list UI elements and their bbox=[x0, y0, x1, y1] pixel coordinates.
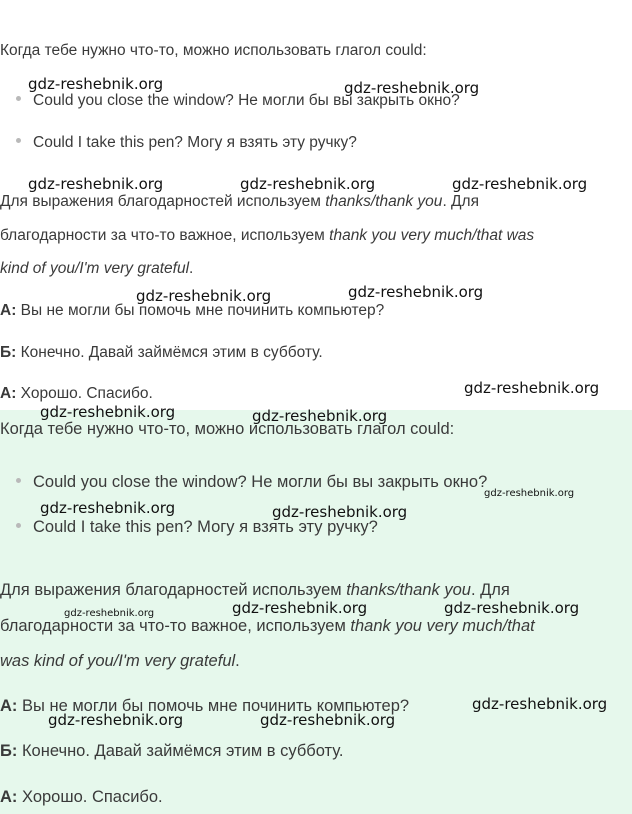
watermark-text: gdz-reshebnik.org bbox=[252, 407, 388, 425]
intro-text: Когда тебе нужно что-то, можно использовать глагол could: bbox=[0, 420, 455, 438]
dialog-line: А: Хорошо. Спасибо. bbox=[0, 385, 153, 402]
watermark-text: gdz-reshebnik.org bbox=[484, 488, 575, 499]
watermark-text: gdz-reshebnik.org bbox=[464, 379, 600, 397]
watermark-text: gdz-reshebnik.org bbox=[272, 503, 408, 521]
watermark-text: gdz-reshebnik.org bbox=[240, 175, 376, 193]
watermark-text: gdz-reshebnik.org bbox=[64, 608, 155, 619]
dialog-line: Б: Конечно. Давай займёмся этим в субботу. bbox=[0, 344, 323, 361]
watermark-text: gdz-reshebnik.org bbox=[444, 599, 580, 617]
thanks-paragraph-line: kind of you/I'm very grateful. bbox=[0, 260, 194, 277]
bullet-dot-icon bbox=[16, 523, 21, 528]
list-item bbox=[16, 473, 487, 492]
thanks-paragraph-line: благодарности за что-то важное, используем thank you very much/that was bbox=[0, 227, 535, 244]
watermark-text: gdz-reshebnik.org bbox=[48, 711, 184, 729]
bullet-text: Could I take this pen? Могу я взять эту ручку? bbox=[33, 518, 378, 536]
watermark-text: gdz-reshebnik.org bbox=[452, 175, 588, 193]
watermark-text: gdz-reshebnik.org bbox=[136, 287, 272, 305]
watermark-text: gdz-reshebnik.org bbox=[40, 499, 176, 517]
thanks-paragraph-line: благодарности за что-то важное, используем thank you very much/that bbox=[0, 617, 535, 635]
watermark-text: gdz-reshebnik.org bbox=[28, 175, 164, 193]
bullet-text: Could you close the window? Не могли бы вы закрыть окно? bbox=[33, 92, 460, 109]
dialog-line: А: Вы не могли бы помочь мне починить компьютер? bbox=[0, 697, 410, 715]
bullet-text: Could I take this pen? Могу я взять эту ручку? bbox=[33, 134, 357, 151]
intro-text: Когда тебе нужно что-то, можно использовать глагол could: bbox=[0, 42, 427, 59]
list-item bbox=[16, 134, 357, 152]
dialog-line: А: Вы не могли бы помочь мне починить компьютер? bbox=[0, 302, 385, 319]
watermark-text: gdz-reshebnik.org bbox=[232, 599, 368, 617]
watermark-text: gdz-reshebnik.org bbox=[472, 695, 608, 713]
dialog-line: А: Хорошо. Спасибо. bbox=[0, 788, 163, 806]
watermark-text: gdz-reshebnik.org bbox=[28, 75, 164, 93]
bullet-text: Could you close the window? Не могли бы вы закрыть окно? bbox=[33, 473, 488, 491]
watermark-text: gdz-reshebnik.org bbox=[344, 79, 480, 97]
thanks-paragraph-line: Для выражения благодарностей используем thanks/thank you. Для bbox=[0, 193, 479, 210]
watermark-text: gdz-reshebnik.org bbox=[40, 403, 176, 421]
thanks-paragraph-line: was kind of you/I'm very grateful. bbox=[0, 652, 240, 670]
watermark-text: gdz-reshebnik.org bbox=[348, 283, 484, 301]
bullet-dot-icon bbox=[16, 96, 21, 101]
watermark-text: gdz-reshebnik.org bbox=[260, 711, 396, 729]
thanks-paragraph-line: Для выражения благодарностей используем thanks/thank you. Для bbox=[0, 581, 510, 599]
dialog-line: Б: Конечно. Давай займёмся этим в субботу. bbox=[0, 742, 344, 760]
bullet-dot-icon bbox=[16, 138, 21, 143]
bullet-dot-icon bbox=[16, 478, 21, 483]
